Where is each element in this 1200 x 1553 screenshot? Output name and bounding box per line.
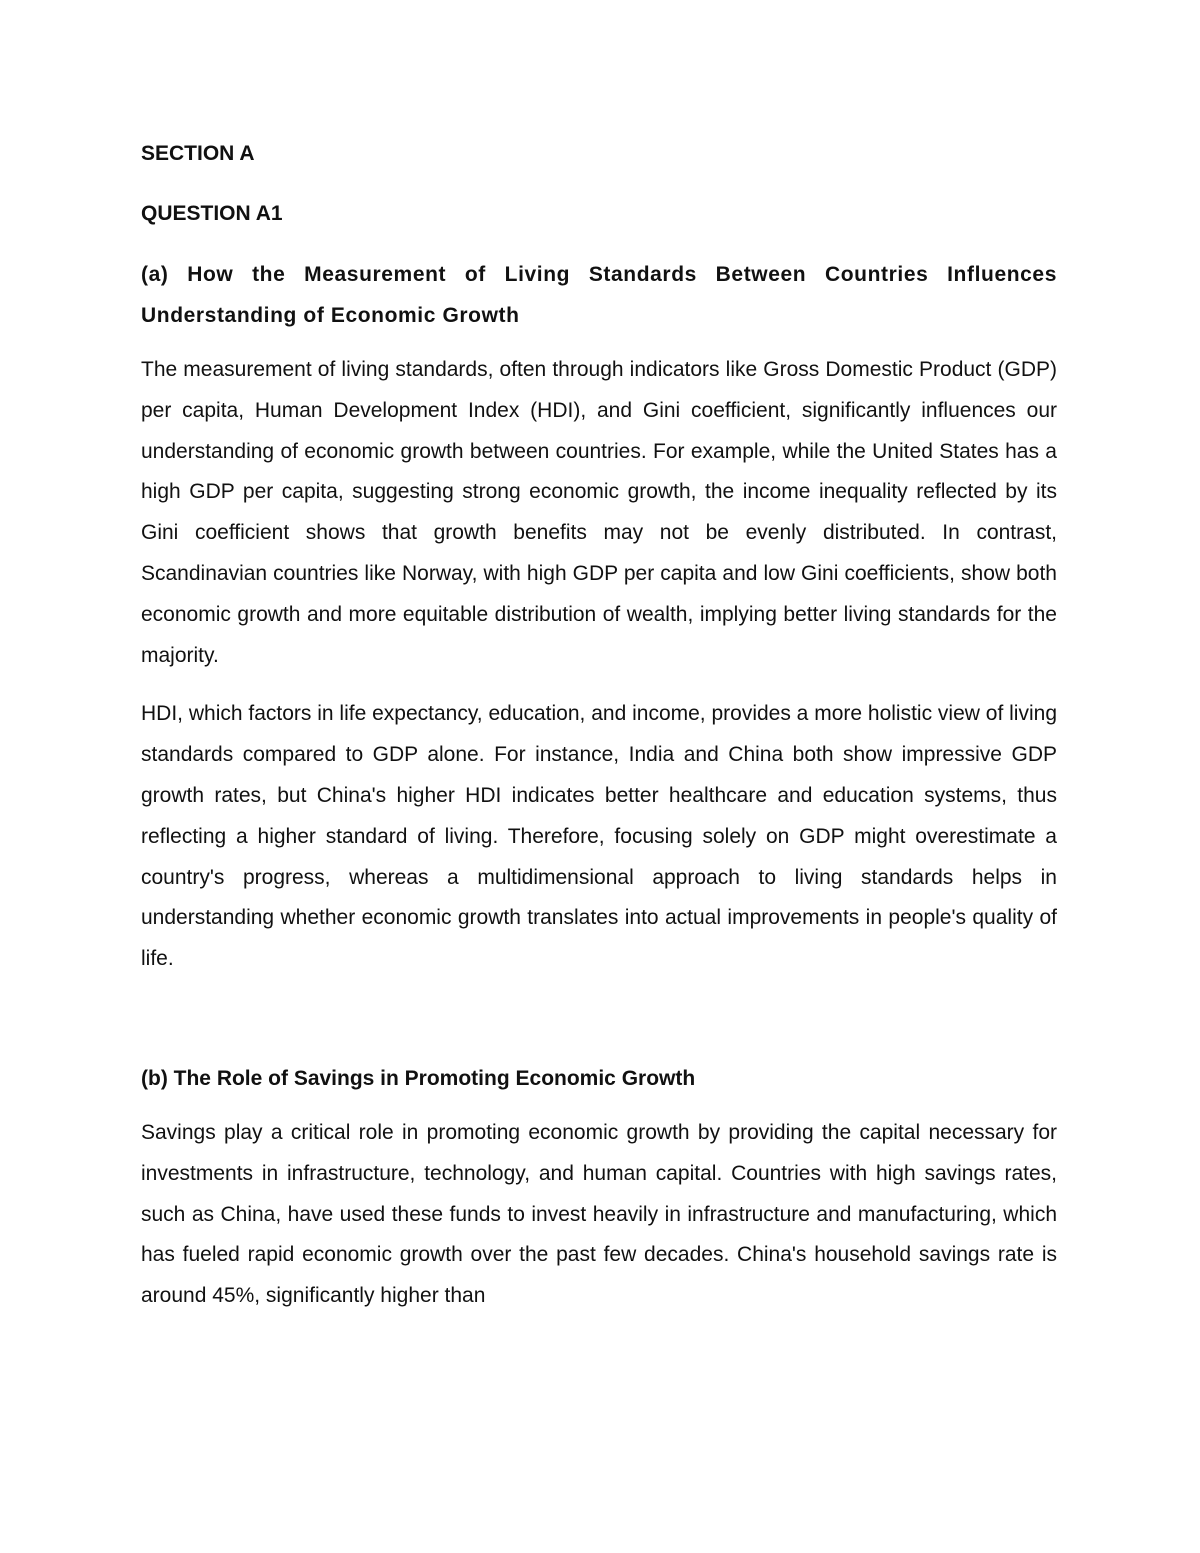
section-title: SECTION A — [141, 142, 255, 165]
section-spacer — [141, 980, 1057, 1058]
document-page — [141, 138, 1057, 1317]
question-title: QUESTION A1 — [141, 202, 283, 225]
part-b-heading: (b) The Role of Savings in Promoting Economic Growth — [141, 1066, 696, 1090]
part-a-heading: (a) How the Measurement of Living Standards Between Countries Influences Understanding of Economic Growth — [141, 263, 1057, 327]
part-b-paragraph-1: Savings play a critical role in promoting economic growth by providing the capital necessary for investments in infrastructure, technology, and human capital. Countries with high savings rates, such as China, have used these funds to invest heavily in infrastructure and manufacturing, which has fueled rapid economic growth over the past few decades. China's household savings rate is around 45%, significantly higher than — [141, 1120, 1057, 1308]
part-a-paragraph-2: HDI, which factors in life expectancy, education, and income, provides a more holistic view of living standards compared to GDP alone. For instance, India and China both show impressive GDP growth rates, but China's higher HDI indicates better healthcare and education systems, thus reflecting a higher standard of living. Therefore, focusing solely on GDP might overestimate a country's progress, whereas a multidimensional approach to living standards helps in understanding whether economic growth translates into actual improvements in people's quality of life. — [141, 702, 1057, 971]
part-a-paragraph-1: The measurement of living standards, often through indicators like Gross Domestic Product (GDP) per capita, Human Development Index (HDI), and Gini coefficient, significantly influences our understanding of economic growth between countries. For example, while the United States has a high GDP per capita, suggesting strong economic growth, the income inequality reflected by its Gini coefficient shows that growth benefits may not be evenly distributed. In contrast, Scandinavian countries like Norway, with high GDP per capita and low Gini coefficients, show both economic growth and more equitable distribution of wealth, implying better living standards for the majority. — [141, 358, 1057, 667]
